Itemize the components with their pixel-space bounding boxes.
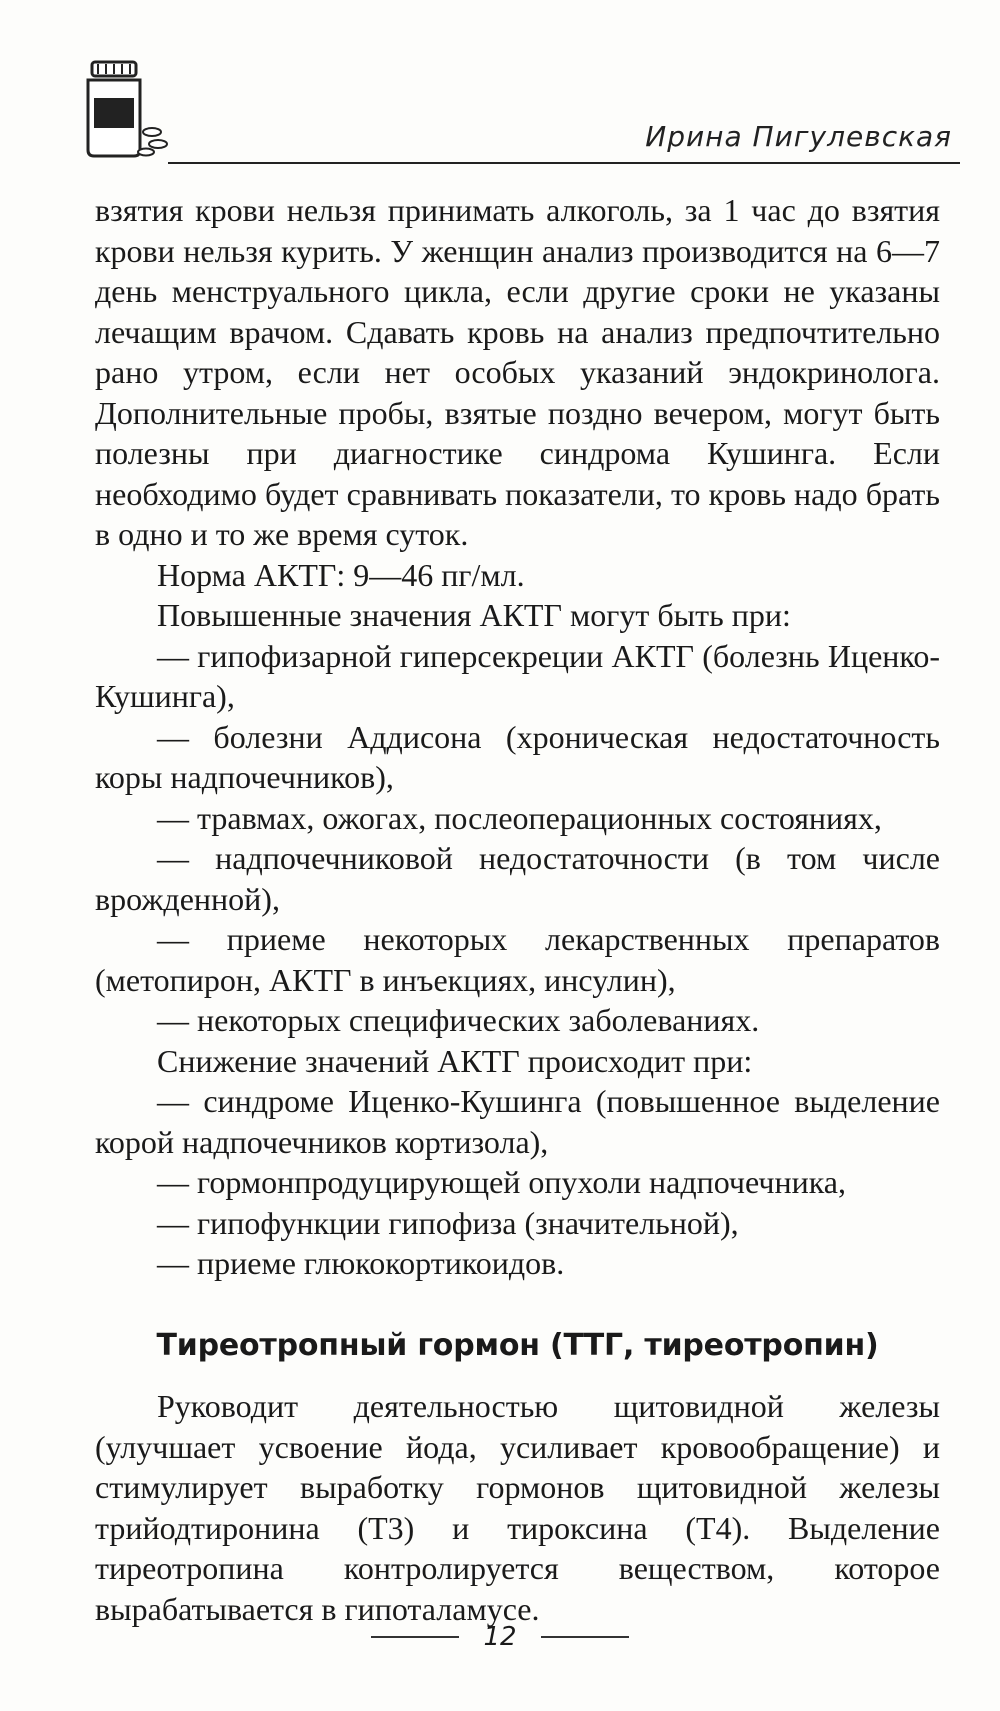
footer-rule-left — [371, 1636, 459, 1638]
intro-paragraph: взятия крови нельзя принимать алкоголь, за 1 час до взятия крови нельзя курить. У женщин анализ производится на 6—7 день менструального цикла, если другие сроки не указаны лечащим врачом. Сдавать кровь на анализ предпочтительно рано утром, если нет особых указаний эндокринолога. Дополнительные пробы, взятые поздно вечером, могут быть полезны при диагностике синдрома Кушинга. Если необходимо будет сравнивать показатели, то кровь надо брать в одно и то же время суток. — [95, 192, 940, 552]
list-item: — гипофункции гипофиза (значительной), — [157, 1204, 739, 1241]
header-rule — [168, 162, 960, 164]
page-body — [95, 190, 940, 1629]
list-item: — надпочечниковой недостаточности (в том числе врожденной), — [95, 840, 940, 917]
list-item: — болезни Аддисона (хроническая недостаточность коры надпочечников), — [95, 718, 940, 795]
list-item: — приеме некоторых лекарственных препаратов (метопирон, АКТГ в инъекциях, инсулин), — [95, 921, 940, 998]
increased-title: Повышенные значения АКТГ могут быть при: — [157, 597, 791, 633]
page-header — [80, 58, 960, 168]
list-item: — травмах, ожогах, послеоперационных состояниях, — [157, 799, 882, 836]
section-paragraph: Руководит деятельностью щитовидной железы (улучшает усвоение йода, усиливает кровообращение) и стимулирует выработку гормонов щитовидной железы трийодтиронина (Т3) и тироксина (Т4). Выделение тиреотропина контролируется веществом, которое вырабатывается в гипоталамусе. — [95, 1388, 940, 1627]
page-number: 12 — [483, 1622, 517, 1652]
list-item: — синдроме Иценко-Кушинга (повышенное выделение корой надпочечников кортизола), — [95, 1083, 940, 1160]
medicine-bottle-icon — [80, 58, 170, 158]
page-footer — [0, 1622, 1000, 1652]
footer-rule-right — [541, 1636, 629, 1638]
decreased-title: Снижение значений АКТГ происходит при: — [157, 1042, 753, 1079]
list-item: — некоторых специфических заболеваниях. — [157, 1002, 760, 1038]
list-item: — гормонпродуцирующей опухоли надпочечника, — [157, 1164, 846, 1200]
author-name: Ирина Пигулевская — [645, 120, 952, 153]
list-item: — гипофизарной гиперсекреции АКТГ (болезнь Иценко-Кушинга), — [95, 637, 940, 714]
section-heading: Тиреотропный гормон (ТТГ, тиреотропин) — [156, 1327, 879, 1363]
norm-line: Норма АКТГ: 9—46 пг/мл. — [157, 556, 525, 593]
list-item: — приеме глюкокортикоидов. — [157, 1245, 565, 1281]
